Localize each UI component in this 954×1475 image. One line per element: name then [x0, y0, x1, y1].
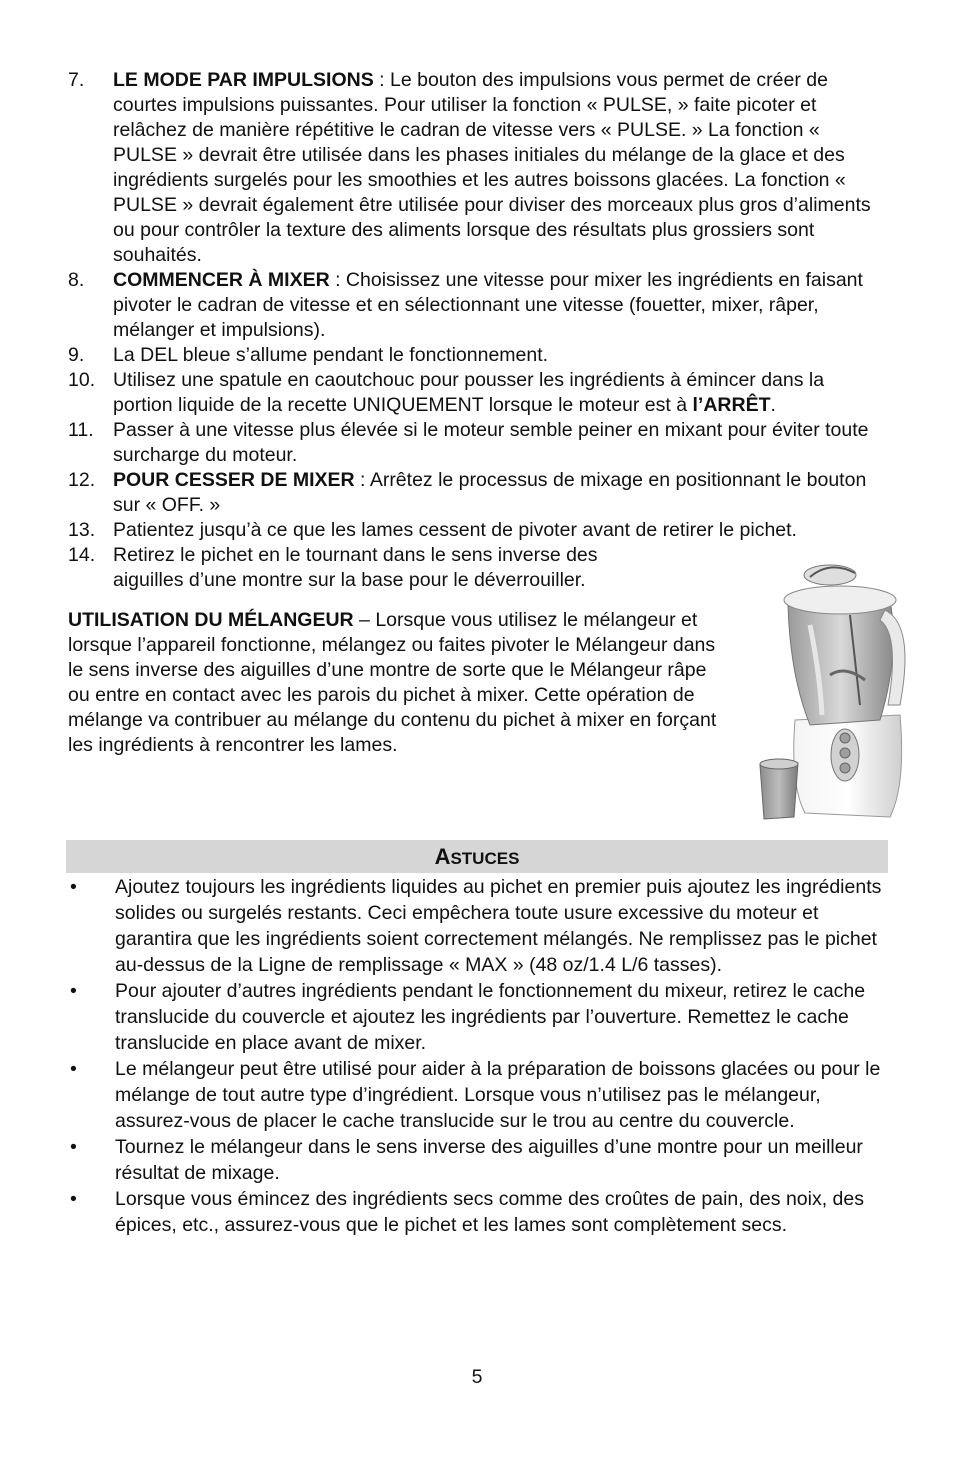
tips-title-initial: A — [434, 844, 451, 869]
list-item — [68, 368, 888, 418]
list-item — [68, 268, 888, 343]
list-item — [68, 1186, 888, 1238]
list-item — [68, 468, 888, 518]
instruction-steps — [68, 68, 888, 593]
step-body: : Arrêtez le processus de mixage en positionnant le bouton sur « OFF. » — [113, 469, 867, 516]
usage-title: UTILISATION DU MÉLANGEUR — [68, 609, 354, 631]
step-number: 8. — [68, 269, 85, 291]
usage-text: – Lorsque vous utilisez le mélangeur et lorsque l’appareil fonctionne, mélangez ou faites pivoter le Mélangeur dans le sens inverse des aiguilles d’une montre de sorte que le Mélangeur râpe ou entre en contact avec les parois du pichet à mixer. Cette opération de mélange va contribuer au mélange du contenu du pichet à mixer en forçant les ingrédients à rencontrer les lames. — [68, 609, 717, 756]
step-body: Utilisez une spatule en caoutchouc pour pousser les ingrédients à émincer dans la portion liquide de la recette UNIQUEMENT lorsque le moteur est à — [113, 369, 825, 416]
bullet-icon: • — [70, 1136, 77, 1158]
step-body: Passer à une vitesse plus élevée si le moteur semble peiner en mixant pour éviter toute surcharge du moteur. — [113, 419, 869, 466]
list-item — [68, 1134, 888, 1186]
list-item — [68, 1056, 888, 1134]
bullet-icon: • — [70, 980, 77, 1002]
step-body: Retirez le pichet en le tournant dans le sens inverse des aiguilles d’une montre sur la base pour le déverrouiller. — [113, 544, 598, 591]
tip-text: Ajoutez toujours les ingrédients liquides au pichet en premier puis ajoutez les ingrédients solides ou surgelés restants. Ceci empêchera toute usure excessive du moteur et garantira que les ingrédients soient correctement mélangés. Ne remplissez pas le pichet au-dessus de la Ligne de remplissage « MAX » (48 oz/1.4 L/6 tasses). — [115, 876, 882, 976]
step-heading: LE MODE PAR IMPULSIONS — [113, 69, 374, 91]
step-number: 9. — [68, 344, 85, 366]
list-item — [68, 978, 888, 1056]
step-heading: POUR CESSER DE MIXER — [113, 469, 355, 491]
step-body: : Choisissez une vitesse pour mixer les ingrédients en faisant pivoter le cadran de vitesse et en sélectionnant une vitesse (fouetter, mixer, râper, mélanger et impulsions). — [113, 269, 863, 341]
step-text — [113, 68, 888, 268]
step-body: La DEL bleue s’allume pendant le fonctionnement. — [113, 344, 549, 366]
step-number: 14. — [68, 544, 96, 566]
step-heading: COMMENCER À MIXER — [113, 269, 330, 291]
tips-section-header — [66, 840, 888, 873]
step-number: 7. — [68, 69, 85, 91]
bullet-icon: • — [70, 1058, 77, 1080]
tip-text: Le mélangeur peut être utilisé pour aider à la préparation de boissons glacées ou pour le mélange de tout autre type d’ingrédient. Lorsque vous n’utilisez pas le mélangeur, assurez-vous de placer le cache translucide sur le trou au centre du couvercle. — [115, 1058, 881, 1132]
tip-text: Tournez le mélangeur dans le sens inverse des aiguilles d’une montre pour un meilleur résultat de mixage. — [115, 1136, 863, 1184]
step-number: 11. — [68, 419, 94, 441]
step-text — [113, 468, 888, 518]
blender-illustration — [750, 555, 908, 825]
list-item — [68, 343, 888, 368]
blender-usage-paragraph — [68, 608, 728, 758]
list-item — [68, 68, 888, 268]
bullet-icon: • — [70, 1188, 77, 1210]
list-item — [68, 418, 888, 468]
step-text — [113, 368, 888, 418]
step-number: 12. — [68, 469, 96, 491]
tip-text: Pour ajouter d’autres ingrédients pendant le fonctionnement du mixeur, retirez le cache translucide du couvercle et ajoutez les ingrédients par l’ouverture. Remettez le cache translucide en place avant de mixer. — [115, 980, 866, 1054]
bullet-icon: • — [70, 876, 77, 898]
page-number: 5 — [471, 1366, 483, 1388]
tips-list — [68, 874, 888, 1238]
step-text — [113, 268, 888, 343]
list-item — [68, 874, 888, 978]
step-emphasis: l’ARRÊT — [692, 394, 771, 416]
step-number: 13. — [68, 519, 96, 541]
step-body: : Le bouton des impulsions vous permet de créer de courtes impulsions puissantes. Pour utiliser la fonction « PULSE, » faite picoter et relâchez de manière répétitive le cadran de vitesse vers « PULSE. » La fonction « PULSE » devrait être utilisée dans les phases initiales du mélange de la glace et des ingrédients surgelés pour les smoothies et les autres boissons glacées. La fonction « PULSE » devrait également être utilisée pour diviser des morceaux plus gros d’aliments ou pour contrôler la texture des aliments lorsque des résultats plus grossiers sont souhaités. — [113, 69, 871, 266]
step-body-end: . — [770, 394, 776, 416]
step-number: 10. — [68, 369, 96, 391]
step-body: Patientez jusqu’à ce que les lames cessent de pivoter avant de retirer le pichet. — [113, 519, 797, 541]
list-item — [68, 518, 888, 543]
tip-text: Lorsque vous émincez des ingrédients secs comme des croûtes de pain, des noix, des épices, etc., assurez-vous que le pichet et les lames sont complètement secs. — [115, 1188, 864, 1236]
tips-title-rest: STUCES — [450, 849, 520, 868]
